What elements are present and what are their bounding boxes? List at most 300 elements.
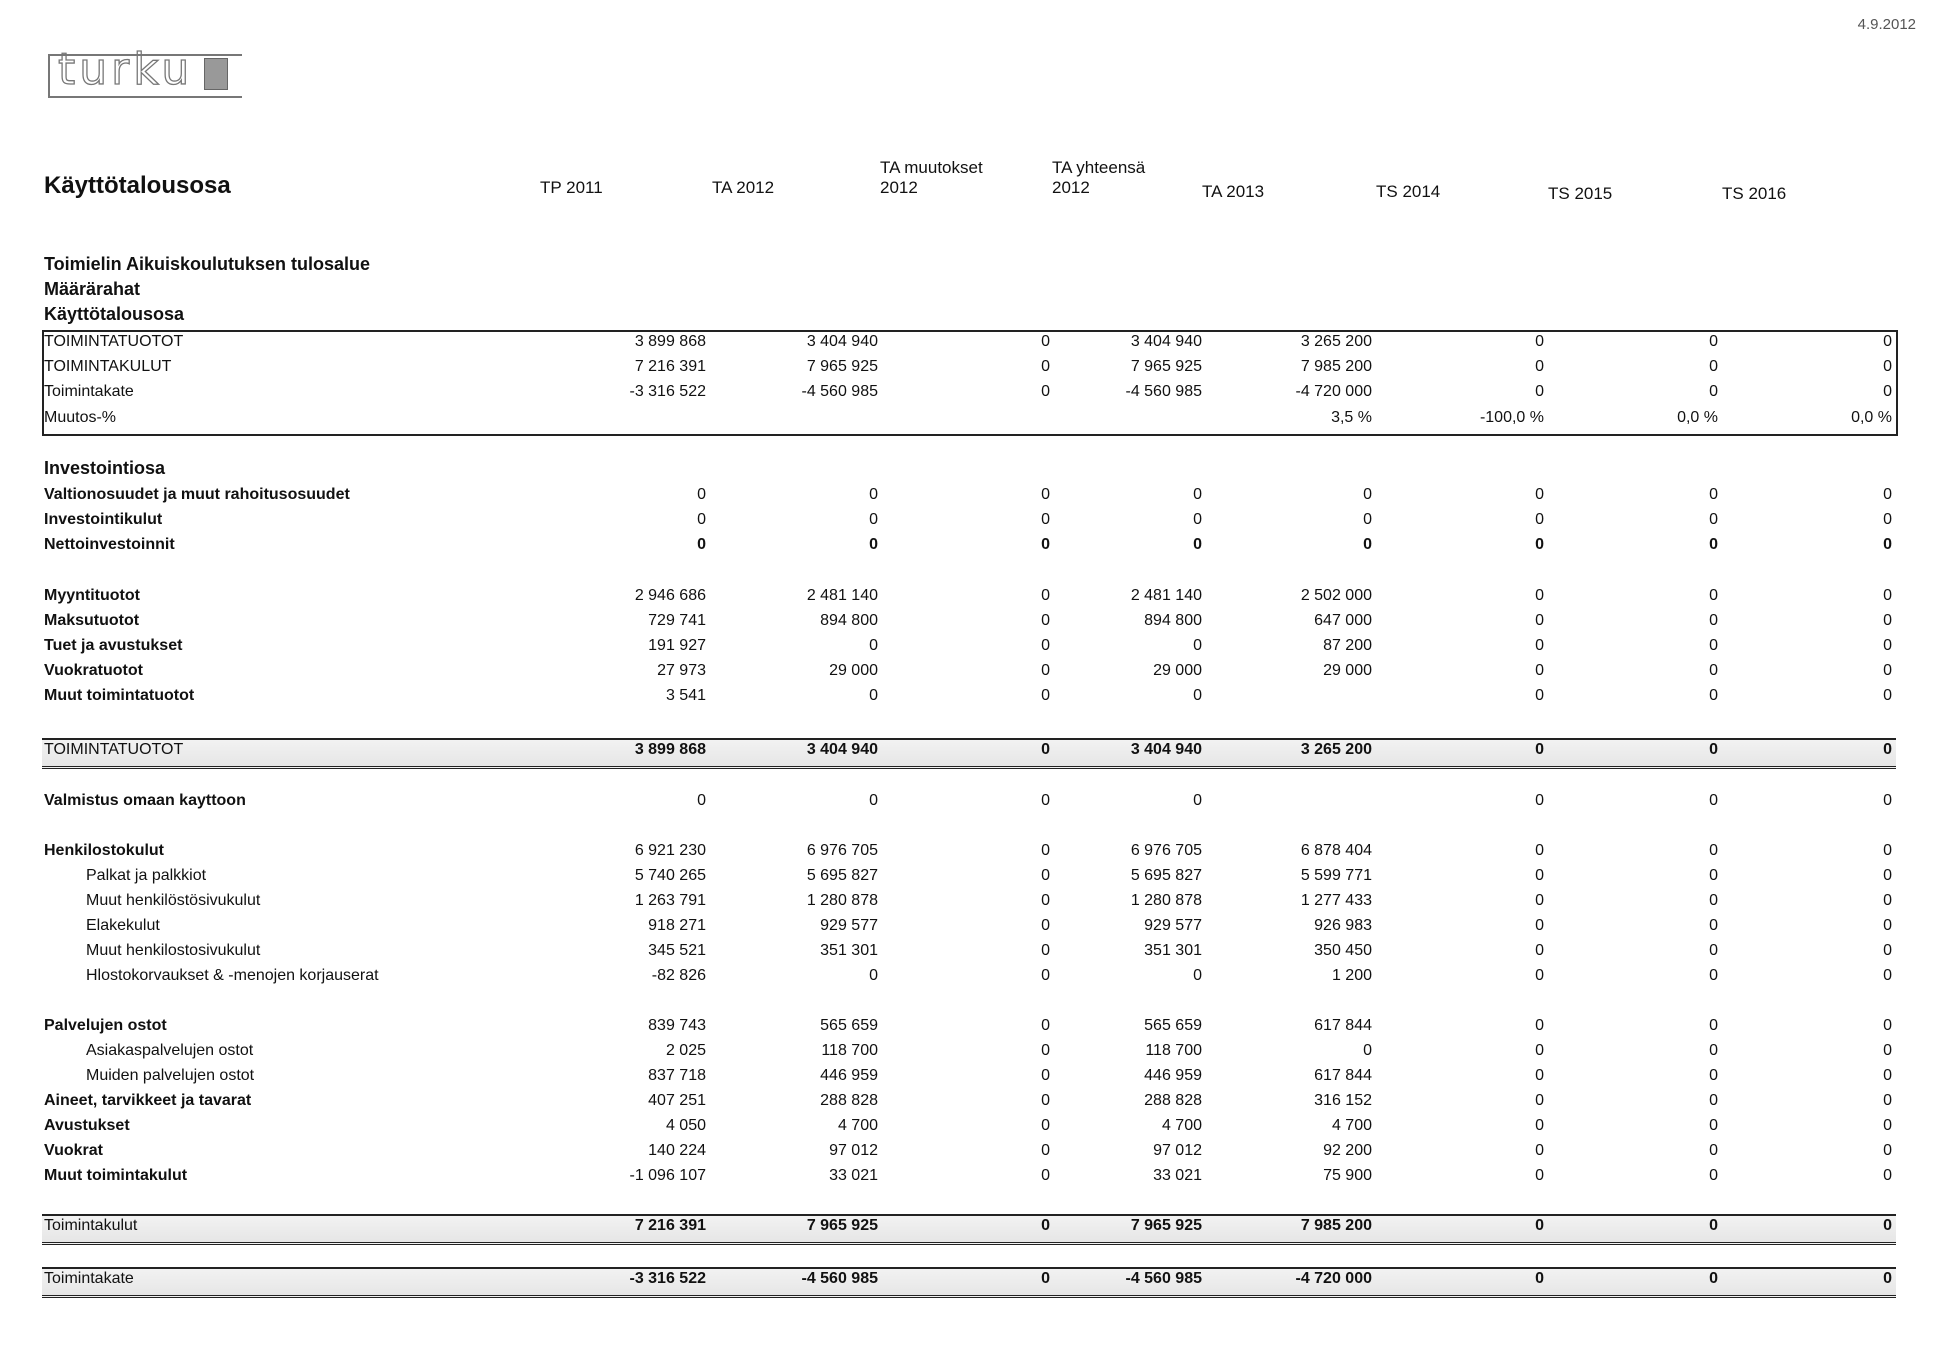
cell-7: 0 — [1883, 892, 1892, 909]
cell-0: 6 921 230 — [634, 842, 706, 859]
cell-2: 0 — [1041, 1167, 1050, 1184]
cell-0: 191 927 — [648, 637, 706, 654]
cell-0: 407 251 — [648, 1092, 706, 1109]
cell-7: 0 — [1883, 637, 1892, 654]
cell-2: 0 — [1041, 637, 1050, 654]
cell-1: 0 — [869, 511, 878, 528]
cell-7: 0 — [1883, 842, 1892, 859]
cell-6: 0 — [1709, 942, 1718, 959]
cell-5: 0 — [1535, 637, 1544, 654]
row-label: TOIMINTATUOTOT — [44, 741, 184, 758]
cell-1: -4 560 985 — [801, 1270, 878, 1287]
cell-7: 0 — [1883, 792, 1892, 809]
cell-4: 3,5 % — [1331, 409, 1372, 426]
cell-7: 0 — [1883, 333, 1892, 350]
cell-1: 351 301 — [820, 942, 878, 959]
column-header-ts2015: TS 2015 — [1548, 184, 1613, 203]
cell-4: 617 844 — [1314, 1017, 1372, 1034]
row-label: Nettoinvestoinnit — [44, 536, 175, 553]
cell-5: 0 — [1535, 741, 1544, 758]
cell-2: 0 — [1041, 1142, 1050, 1159]
cell-4: 0 — [1363, 1042, 1372, 1059]
row-label: Muut henkilöstösivukulut — [86, 892, 261, 909]
row-label: Henkilostokulut — [44, 842, 165, 859]
cell-1: 929 577 — [820, 917, 878, 934]
cell-5: 0 — [1535, 1017, 1544, 1034]
row-label: Vuokrat — [44, 1142, 103, 1159]
cell-2: 0 — [1041, 358, 1050, 375]
row-label: Toimintakulut — [44, 1217, 138, 1234]
expense-row — [0, 1140, 1942, 1162]
cell-3: 929 577 — [1144, 917, 1202, 934]
cell-6: 0 — [1709, 637, 1718, 654]
cell-3: 3 404 940 — [1130, 741, 1202, 758]
cell-7: 0 — [1883, 917, 1892, 934]
revenue-row — [0, 685, 1942, 707]
cell-4: 4 700 — [1331, 1117, 1372, 1134]
cell-6: 0 — [1709, 383, 1718, 400]
cell-7: 0 — [1883, 741, 1892, 758]
cell-6: 0 — [1709, 1167, 1718, 1184]
row-label: Toimintakate — [44, 383, 134, 400]
cell-6: 0,0 % — [1677, 409, 1718, 426]
cell-5: -100,0 % — [1479, 409, 1544, 426]
summary-row — [0, 381, 1942, 403]
column-header-ta2012: TA 2012 — [712, 178, 775, 197]
cell-0: 918 271 — [648, 917, 706, 934]
cell-5: 0 — [1535, 662, 1544, 679]
own-use-row — [0, 790, 1942, 812]
cell-2: 0 — [1041, 486, 1050, 503]
logo-text: turku — [58, 44, 194, 95]
cell-0: 3 899 868 — [634, 333, 706, 350]
cell-1: -4 560 985 — [801, 383, 878, 400]
total-revenue-row — [0, 739, 1942, 761]
cell-3: 29 000 — [1153, 662, 1202, 679]
cell-3: 0 — [1193, 511, 1202, 528]
cell-7: 0 — [1883, 587, 1892, 604]
cell-2: 0 — [1041, 536, 1050, 553]
page-title: Käyttötalousosa — [44, 172, 231, 199]
cell-7: 0 — [1883, 942, 1892, 959]
column-header-ts2016: TS 2016 — [1722, 184, 1787, 203]
cell-1: 118 700 — [821, 1042, 878, 1059]
expense-row — [0, 940, 1942, 962]
cell-4: 3 265 200 — [1300, 741, 1372, 758]
row-label: Tuet ja avustukset — [44, 637, 183, 654]
expense-row — [0, 1090, 1942, 1112]
cell-2: 0 — [1041, 1042, 1050, 1059]
cell-0: 0 — [697, 536, 706, 553]
cell-6: 0 — [1709, 1217, 1718, 1234]
cell-4: 3 265 200 — [1300, 333, 1372, 350]
cell-1: 0 — [869, 792, 878, 809]
cell-6: 0 — [1709, 612, 1718, 629]
section-title-appropriations: Määrärahat — [44, 279, 141, 299]
expense-row — [0, 965, 1942, 987]
cell-1: 0 — [869, 637, 878, 654]
cell-0: 0 — [697, 486, 706, 503]
revenue-row — [0, 585, 1942, 607]
cell-4: 7 985 200 — [1300, 1217, 1372, 1234]
cell-5: 0 — [1535, 917, 1544, 934]
cell-6: 0 — [1709, 792, 1718, 809]
cell-5: 0 — [1535, 842, 1544, 859]
expense-row — [0, 840, 1942, 862]
row-label: Muut toimintatuotot — [44, 687, 195, 704]
cell-0: 839 743 — [648, 1017, 706, 1034]
document-date: 4.9.2012 — [1857, 16, 1916, 33]
cell-1: 1 280 878 — [806, 892, 878, 909]
cell-2: 0 — [1041, 383, 1050, 400]
cell-0: 2 025 — [665, 1042, 706, 1059]
cell-1: 97 012 — [829, 1142, 878, 1159]
investment-row — [0, 509, 1942, 531]
cell-4: 350 450 — [1314, 942, 1372, 959]
cell-3: 5 695 827 — [1130, 867, 1202, 884]
cell-1: 7 965 925 — [806, 358, 878, 375]
cell-1: 0 — [869, 486, 878, 503]
cell-2: 0 — [1041, 867, 1050, 884]
cell-0: -82 826 — [651, 967, 706, 984]
cell-3: 0 — [1193, 637, 1202, 654]
row-label: Toimintakate — [44, 1270, 134, 1287]
cell-1: 0 — [869, 687, 878, 704]
cell-1: 446 959 — [820, 1067, 878, 1084]
cell-2: 0 — [1041, 741, 1050, 758]
column-header-ts2014: TS 2014 — [1376, 182, 1441, 201]
cell-4: 1 200 — [1331, 967, 1372, 984]
row-label: Avustukset — [44, 1117, 130, 1134]
cell-3: 0 — [1193, 967, 1202, 984]
row-label: TOIMINTAKULUT — [44, 358, 172, 375]
cell-7: 0 — [1883, 1217, 1892, 1234]
row-label: Valtionosuudet ja muut rahoitusosuudet — [44, 486, 350, 503]
cell-4: 316 152 — [1314, 1092, 1372, 1109]
cell-7: 0 — [1883, 511, 1892, 528]
cell-3: -4 560 985 — [1125, 383, 1202, 400]
cell-0: 729 741 — [648, 612, 706, 629]
turku-logo — [48, 44, 228, 95]
cell-2: 0 — [1041, 1092, 1050, 1109]
cell-3: 0 — [1193, 486, 1202, 503]
cell-2: 0 — [1041, 942, 1050, 959]
cell-6: 0 — [1709, 741, 1718, 758]
cell-6: 0 — [1709, 1270, 1718, 1287]
cell-0: 1 263 791 — [634, 892, 706, 909]
expense-row — [0, 1040, 1942, 1062]
cell-6: 0 — [1709, 917, 1718, 934]
cell-3: 0 — [1193, 536, 1202, 553]
cell-7: 0,0 % — [1851, 409, 1892, 426]
cell-7: 0 — [1883, 687, 1892, 704]
row-label: Aineet, tarvikkeet ja tavarat — [44, 1092, 252, 1109]
row-label: Muut toimintakulut — [44, 1167, 188, 1184]
cell-5: 0 — [1535, 942, 1544, 959]
cell-2: 0 — [1041, 1270, 1050, 1287]
cell-2: 0 — [1041, 662, 1050, 679]
cell-5: 0 — [1535, 486, 1544, 503]
cell-6: 0 — [1709, 1117, 1718, 1134]
cell-0: 7 216 391 — [634, 1217, 706, 1234]
cell-5: 0 — [1535, 1142, 1544, 1159]
cell-6: 0 — [1709, 1017, 1718, 1034]
cell-6: 0 — [1709, 358, 1718, 375]
expense-row — [0, 1065, 1942, 1087]
cell-0: -3 316 522 — [629, 383, 706, 400]
cell-6: 0 — [1709, 536, 1718, 553]
cell-5: 0 — [1535, 1117, 1544, 1134]
row-label: Myyntituotot — [44, 587, 140, 604]
cell-3: 0 — [1193, 792, 1202, 809]
cell-3: 118 700 — [1145, 1042, 1202, 1059]
cell-3: -4 560 985 — [1125, 1270, 1202, 1287]
cell-4: -4 720 000 — [1295, 1270, 1372, 1287]
cell-4: 7 985 200 — [1300, 358, 1372, 375]
section-title-unit: Toimielin Aikuiskoulutuksen tulosalue — [44, 254, 371, 274]
column-header-ta-muutokset: TA muutokset 2012 — [880, 158, 983, 197]
cell-4: 0 — [1363, 486, 1372, 503]
row-label: Vuokratuotot — [44, 662, 143, 679]
cell-2: 0 — [1041, 792, 1050, 809]
revenue-row — [0, 610, 1942, 632]
cell-3: 351 301 — [1144, 942, 1202, 959]
cell-5: 0 — [1535, 687, 1544, 704]
cell-4: 92 200 — [1323, 1142, 1372, 1159]
cell-5: 0 — [1535, 358, 1544, 375]
cell-2: 0 — [1041, 612, 1050, 629]
cell-2: 0 — [1041, 587, 1050, 604]
cell-0: 140 224 — [648, 1142, 706, 1159]
cell-4: -4 720 000 — [1295, 383, 1372, 400]
expense-row — [0, 1115, 1942, 1137]
expense-row — [0, 865, 1942, 887]
cell-6: 0 — [1709, 867, 1718, 884]
cell-5: 0 — [1535, 612, 1544, 629]
expense-row — [0, 1015, 1942, 1037]
cell-3: 1 280 878 — [1130, 892, 1202, 909]
cell-6: 0 — [1709, 511, 1718, 528]
total-expenses-row — [0, 1215, 1942, 1237]
expense-row — [0, 915, 1942, 937]
cell-2: 0 — [1041, 1067, 1050, 1084]
cell-5: 0 — [1535, 536, 1544, 553]
summary-row — [0, 331, 1942, 353]
cell-7: 0 — [1883, 1067, 1892, 1084]
investment-row — [0, 484, 1942, 506]
cell-0: -3 316 522 — [629, 1270, 706, 1287]
investment-row — [0, 534, 1942, 556]
cell-7: 0 — [1883, 612, 1892, 629]
cell-6: 0 — [1709, 687, 1718, 704]
cell-2: 0 — [1041, 967, 1050, 984]
cell-3: 7 965 925 — [1130, 358, 1202, 375]
cell-5: 0 — [1535, 587, 1544, 604]
cell-3: 288 828 — [1144, 1092, 1202, 1109]
summary-row — [0, 407, 1942, 429]
cell-1: 0 — [869, 967, 878, 984]
cell-4: 617 844 — [1314, 1067, 1372, 1084]
cell-7: 0 — [1883, 967, 1892, 984]
cell-1: 3 404 940 — [806, 741, 878, 758]
cell-0: 2 946 686 — [634, 587, 706, 604]
cell-3: 7 965 925 — [1130, 1217, 1202, 1234]
cell-1: 0 — [869, 536, 878, 553]
cell-5: 0 — [1535, 333, 1544, 350]
cell-3: 33 021 — [1153, 1167, 1202, 1184]
cell-3: 3 404 940 — [1130, 333, 1202, 350]
cell-1: 3 404 940 — [806, 333, 878, 350]
cell-6: 0 — [1709, 892, 1718, 909]
summary-row — [0, 356, 1942, 378]
section-title-operating: Käyttötalousosa — [44, 304, 185, 324]
cell-6: 0 — [1709, 333, 1718, 350]
cell-0: 0 — [697, 792, 706, 809]
row-label: Palkat ja palkkiot — [86, 867, 207, 884]
cell-0: 0 — [697, 511, 706, 528]
cell-2: 0 — [1041, 1217, 1050, 1234]
revenue-row — [0, 660, 1942, 682]
cell-2: 0 — [1041, 1117, 1050, 1134]
row-label: Asiakaspalvelujen ostot — [86, 1042, 254, 1059]
cell-5: 0 — [1535, 1092, 1544, 1109]
cell-1: 7 965 925 — [806, 1217, 878, 1234]
cell-7: 0 — [1883, 1142, 1892, 1159]
row-label: Elakekulut — [86, 917, 160, 934]
cell-6: 0 — [1709, 842, 1718, 859]
cell-6: 0 — [1709, 486, 1718, 503]
cell-3: 565 659 — [1144, 1017, 1202, 1034]
cell-5: 0 — [1535, 383, 1544, 400]
cell-0: 3 899 868 — [634, 741, 706, 758]
cell-6: 0 — [1709, 1067, 1718, 1084]
cell-1: 894 800 — [820, 612, 878, 629]
cell-4: 926 983 — [1314, 917, 1372, 934]
cell-2: 0 — [1041, 917, 1050, 934]
cell-6: 0 — [1709, 1092, 1718, 1109]
cell-3: 446 959 — [1144, 1067, 1202, 1084]
cell-3: 894 800 — [1144, 612, 1202, 629]
section-title-investments: Investointiosa — [44, 458, 166, 478]
cell-2: 0 — [1041, 511, 1050, 528]
cell-1: 33 021 — [829, 1167, 878, 1184]
expense-row — [0, 890, 1942, 912]
cell-7: 0 — [1883, 1042, 1892, 1059]
cell-5: 0 — [1535, 1167, 1544, 1184]
cell-6: 0 — [1709, 967, 1718, 984]
cell-4: 2 502 000 — [1300, 587, 1372, 604]
column-header-ta2013: TA 2013 — [1202, 182, 1265, 201]
cell-6: 0 — [1709, 662, 1718, 679]
row-label: Investointikulut — [44, 511, 163, 528]
cell-6: 0 — [1709, 587, 1718, 604]
expense-row — [0, 1165, 1942, 1187]
cell-0: 7 216 391 — [634, 358, 706, 375]
cell-0: 345 521 — [648, 942, 706, 959]
cell-4: 75 900 — [1323, 1167, 1372, 1184]
cell-3: 2 481 140 — [1130, 587, 1202, 604]
cell-7: 0 — [1883, 1092, 1892, 1109]
revenue-row — [0, 635, 1942, 657]
city-crest-icon — [204, 58, 228, 90]
cell-7: 0 — [1883, 486, 1892, 503]
cell-5: 0 — [1535, 867, 1544, 884]
cell-0: 5 740 265 — [634, 867, 706, 884]
cell-4: 29 000 — [1323, 662, 1372, 679]
cell-3: 97 012 — [1153, 1142, 1202, 1159]
cell-7: 0 — [1883, 536, 1892, 553]
cell-0: 4 050 — [665, 1117, 706, 1134]
cell-0: 837 718 — [648, 1067, 706, 1084]
cell-4: 0 — [1363, 511, 1372, 528]
cell-2: 0 — [1041, 842, 1050, 859]
cell-3: 0 — [1193, 687, 1202, 704]
row-label: Hlostokorvaukset & -menojen korjauserat — [86, 967, 379, 984]
row-label: Muiden palvelujen ostot — [86, 1067, 255, 1084]
cell-0: 3 541 — [665, 687, 706, 704]
cell-1: 4 700 — [837, 1117, 878, 1134]
cell-7: 0 — [1883, 383, 1892, 400]
cell-1: 2 481 140 — [806, 587, 878, 604]
margin-row — [0, 1268, 1942, 1290]
cell-3: 4 700 — [1161, 1117, 1202, 1134]
cell-4: 87 200 — [1323, 637, 1372, 654]
row-label: Valmistus omaan kayttoon — [44, 792, 246, 809]
cell-7: 0 — [1883, 358, 1892, 375]
cell-6: 0 — [1709, 1142, 1718, 1159]
cell-7: 0 — [1883, 867, 1892, 884]
cell-0: -1 096 107 — [629, 1167, 706, 1184]
column-header-tp2011: TP 2011 — [540, 178, 603, 197]
cell-7: 0 — [1883, 1117, 1892, 1134]
cell-1: 288 828 — [820, 1092, 878, 1109]
cell-7: 0 — [1883, 1167, 1892, 1184]
cell-7: 0 — [1883, 1270, 1892, 1287]
cell-4: 0 — [1363, 536, 1372, 553]
cell-6: 0 — [1709, 1042, 1718, 1059]
cell-1: 29 000 — [829, 662, 878, 679]
cell-5: 0 — [1535, 511, 1544, 528]
cell-7: 0 — [1883, 1017, 1892, 1034]
row-label: Muutos-% — [44, 409, 117, 426]
column-header-ta-yhteensa: TA yhteensä 2012 — [1052, 158, 1146, 197]
cell-2: 0 — [1041, 892, 1050, 909]
row-label: Palvelujen ostot — [44, 1017, 167, 1034]
row-label: Maksutuotot — [44, 612, 140, 629]
row-label: TOIMINTATUOTOT — [44, 333, 184, 350]
cell-2: 0 — [1041, 687, 1050, 704]
cell-5: 0 — [1535, 967, 1544, 984]
cell-5: 0 — [1535, 792, 1544, 809]
cell-5: 0 — [1535, 1270, 1544, 1287]
cell-5: 0 — [1535, 892, 1544, 909]
cell-5: 0 — [1535, 1067, 1544, 1084]
cell-1: 565 659 — [820, 1017, 878, 1034]
cell-7: 0 — [1883, 662, 1892, 679]
cell-1: 5 695 827 — [806, 867, 878, 884]
cell-4: 6 878 404 — [1300, 842, 1372, 859]
cell-4: 5 599 771 — [1300, 867, 1372, 884]
cell-3: 6 976 705 — [1130, 842, 1202, 859]
cell-2: 0 — [1041, 1017, 1050, 1034]
cell-1: 6 976 705 — [806, 842, 878, 859]
cell-5: 0 — [1535, 1042, 1544, 1059]
cell-2: 0 — [1041, 333, 1050, 350]
cell-5: 0 — [1535, 1217, 1544, 1234]
cell-4: 1 277 433 — [1300, 892, 1372, 909]
row-label: Muut henkilostosivukulut — [86, 942, 261, 959]
cell-4: 647 000 — [1314, 612, 1372, 629]
